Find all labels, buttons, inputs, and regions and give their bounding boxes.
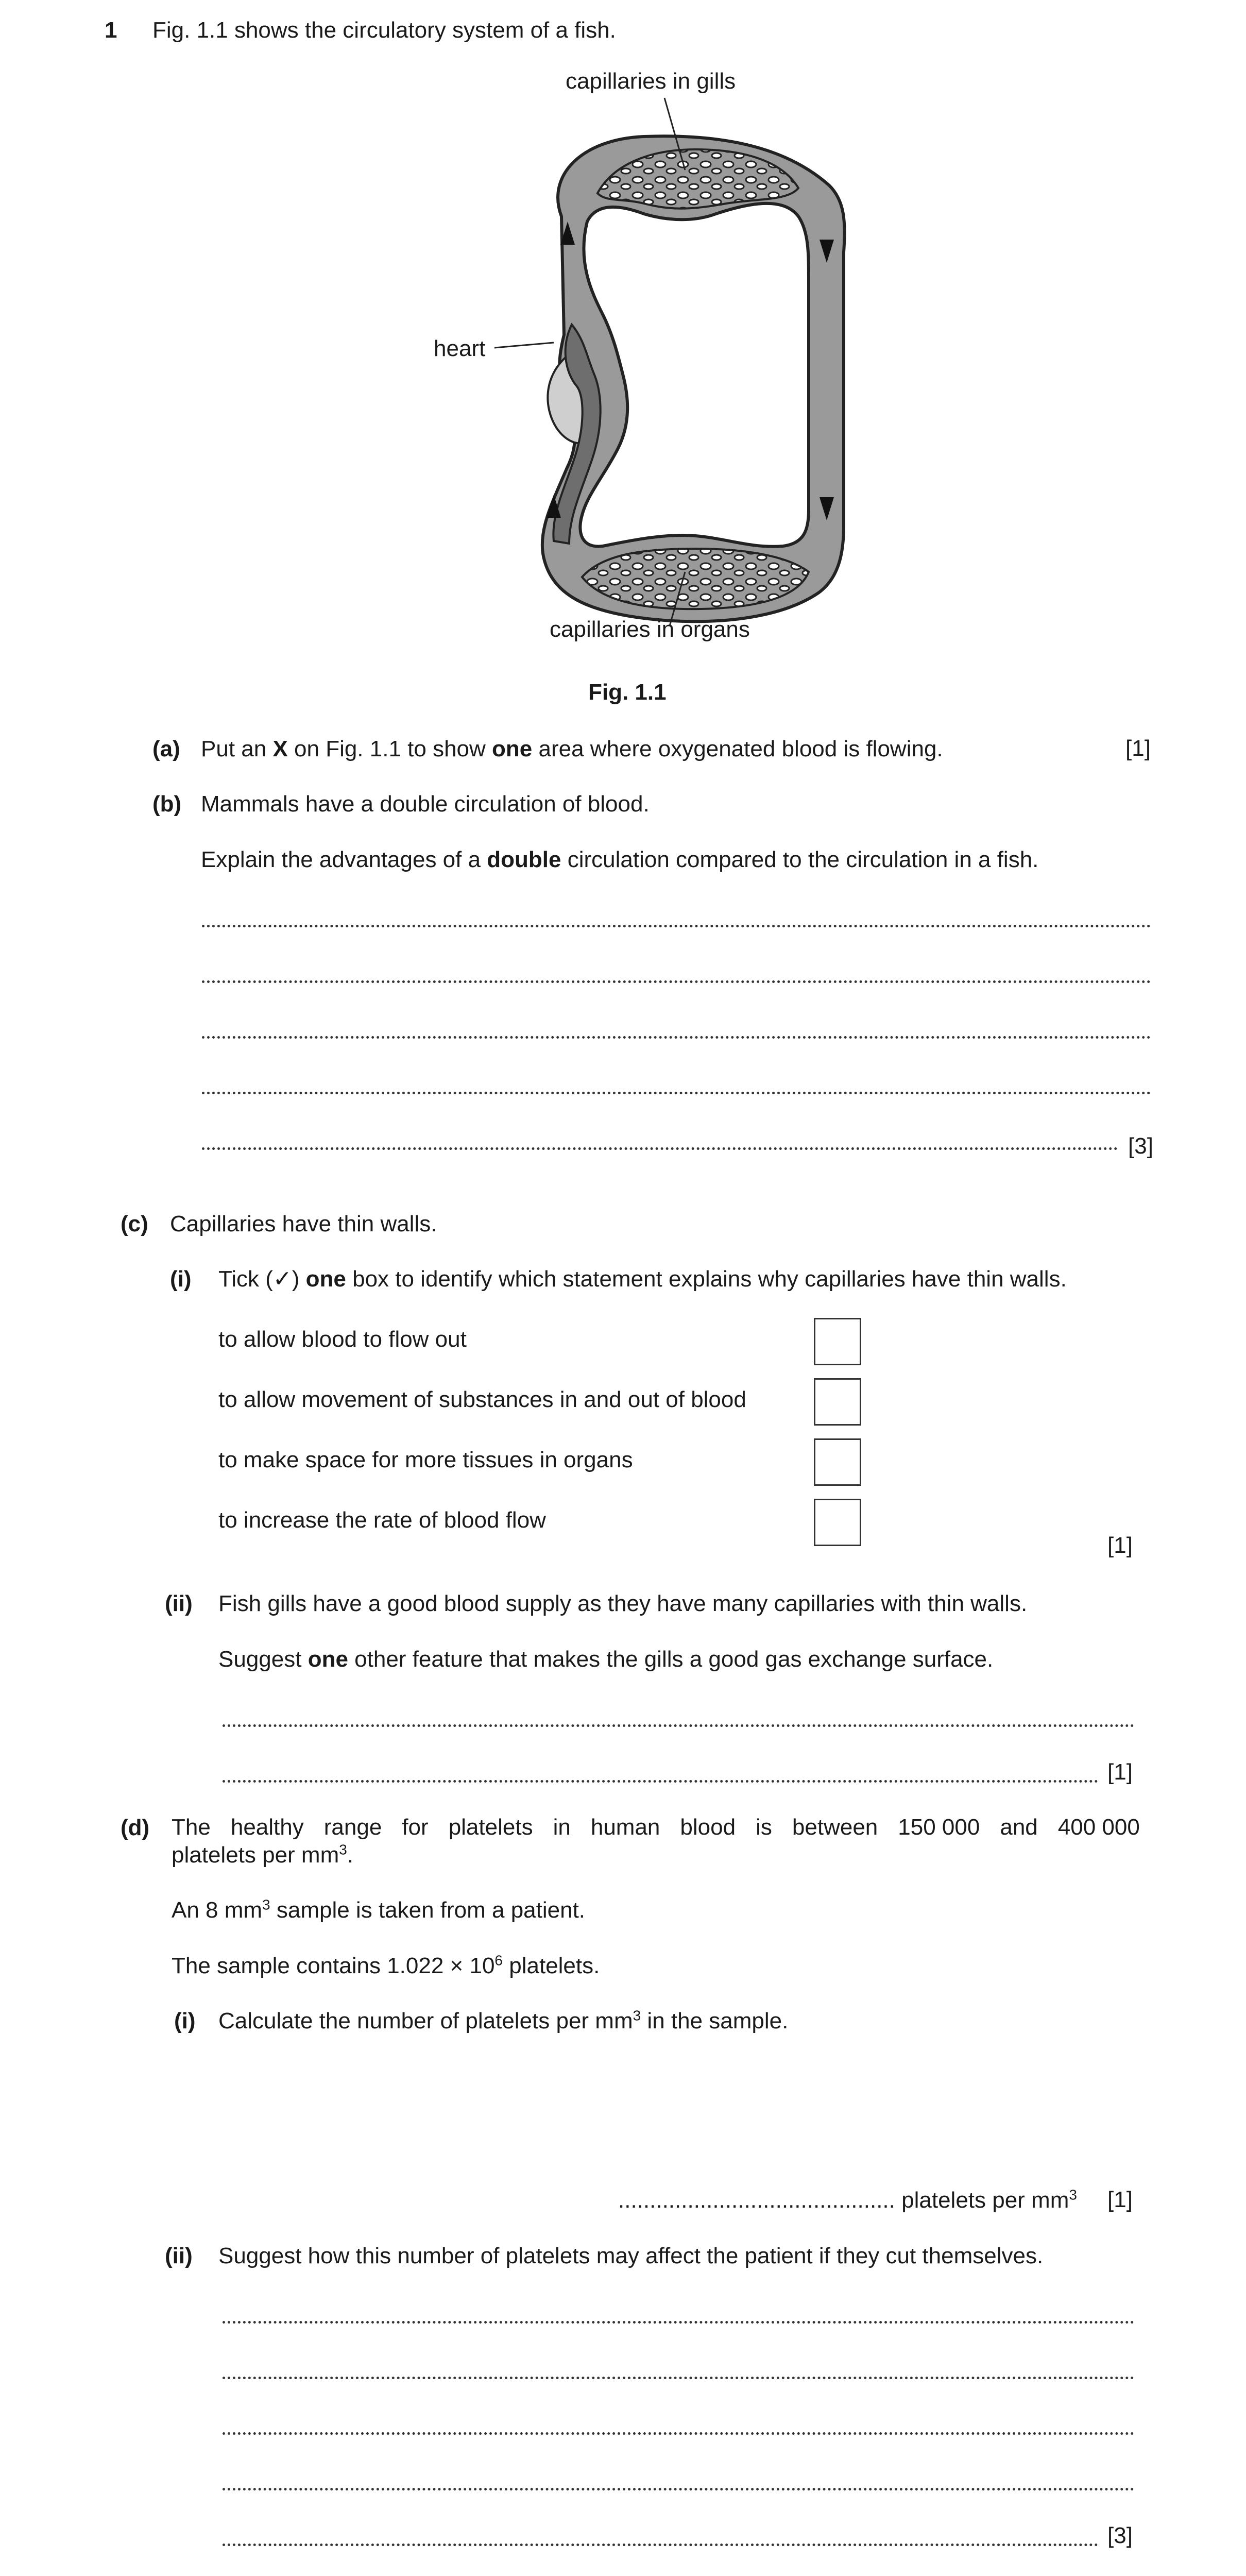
- option-text-1: to allow blood to flow out: [218, 1327, 467, 1352]
- part-d-label: (d): [121, 1815, 150, 1840]
- figure-caption: Fig. 1.1: [588, 680, 667, 705]
- fish-circulatory-figure: [428, 67, 881, 644]
- answer-line-d-ii-4[interactable]: [223, 2488, 1134, 2490]
- part-c-text: Capillaries have thin walls.: [170, 1211, 437, 1236]
- part-c-ii-suggest: Suggest one other feature that makes the gills a good gas exchange surface.: [218, 1647, 994, 1672]
- part-d-i-answer[interactable]: ............................................ platelets per $mm^3$: [618, 2187, 1077, 2213]
- part-b-label: (b): [152, 791, 182, 817]
- part-d-ii-text: Suggest how this number of platelets may affect the patient if they cut themselves.: [218, 2243, 1044, 2268]
- option-text-3: to make space for more tissues in organs: [218, 1447, 633, 1472]
- answer-line-d-ii-3[interactable]: [223, 2432, 1134, 2435]
- tick-box-2[interactable]: [814, 1378, 861, 1426]
- part-a-label: (a): [152, 736, 180, 761]
- option-text-4: to increase the rate of blood flow: [218, 1507, 546, 1533]
- part-d-contains: The sample contains $1.022 \times 10^6$ platelets.: [172, 1952, 600, 1978]
- part-c-i-text: Tick (✓) one box to identify which statement explains why capillaries have thin walls.: [218, 1266, 1067, 1292]
- part-d-ii-marks: [3]: [1107, 2523, 1133, 2548]
- part-d-line-2: platelets per $mm^3$.: [172, 1841, 354, 1868]
- tick-box-4[interactable]: [814, 1499, 861, 1546]
- part-c-i-label: (i): [170, 1266, 192, 1292]
- part-d-line-1: The healthy range for platelets in human blood is between 150 000 and 400 000: [172, 1815, 1140, 1840]
- part-a-marks: [1]: [1125, 736, 1151, 761]
- fish-circulation-diagram: [428, 67, 881, 644]
- part-c-ii-marks: [1]: [1107, 1759, 1133, 1785]
- part-c-i-marks: [1]: [1107, 1533, 1133, 1558]
- part-c-ii-label: (ii): [165, 1591, 193, 1616]
- answer-line-b-4[interactable]: [202, 1092, 1151, 1094]
- answer-line-c-ii-1[interactable]: [223, 1724, 1134, 1727]
- part-c-label: (c): [121, 1211, 148, 1236]
- answer-line-c-ii-2[interactable]: [223, 1780, 1098, 1783]
- answer-line-d-ii-2[interactable]: [223, 2377, 1134, 2379]
- option-text-2: to allow movement of substances in and out of blood: [218, 1387, 746, 1412]
- label-capillaries-organs: capillaries in organs: [550, 617, 750, 642]
- tick-box-1[interactable]: [814, 1318, 861, 1365]
- question-intro: Fig. 1.1 shows the circulatory system of a fish.: [152, 18, 616, 43]
- tick-box-3[interactable]: [814, 1438, 861, 1486]
- question-number: 1: [105, 18, 117, 43]
- part-a-text: Put an X on Fig. 1.1 to show one area where oxygenated blood is flowing.: [201, 736, 943, 761]
- label-heart: heart: [434, 336, 486, 361]
- answer-line-b-3[interactable]: [202, 1036, 1151, 1039]
- answer-line-b-5[interactable]: [202, 1147, 1118, 1150]
- part-d-ii-label: (ii): [165, 2243, 193, 2268]
- part-d-sample: An 8 $mm^3$ sample is taken from a patient.: [172, 1896, 586, 1923]
- part-d-i-label: (i): [174, 2008, 196, 2033]
- heart-leader-line: [494, 343, 554, 348]
- answer-line-d-ii-5[interactable]: [223, 2544, 1098, 2546]
- part-b-explain: Explain the advantages of a double circulation compared to the circulation in a fish.: [201, 847, 1039, 872]
- answer-line-b-1[interactable]: [202, 925, 1151, 927]
- answer-line-d-ii-1[interactable]: [223, 2321, 1134, 2324]
- label-capillaries-gills: capillaries in gills: [566, 69, 736, 94]
- part-b-text: Mammals have a double circulation of blood.: [201, 791, 650, 817]
- part-c-ii-text: Fish gills have a good blood supply as they have many capillaries with thin walls.: [218, 1591, 1028, 1616]
- part-b-marks: [3]: [1128, 1133, 1153, 1159]
- part-d-i-text: Calculate the number of platelets per $mm^3$ in the sample.: [218, 2007, 789, 2033]
- part-d-i-marks: [1]: [1107, 2187, 1133, 2212]
- answer-line-b-2[interactable]: [202, 980, 1151, 983]
